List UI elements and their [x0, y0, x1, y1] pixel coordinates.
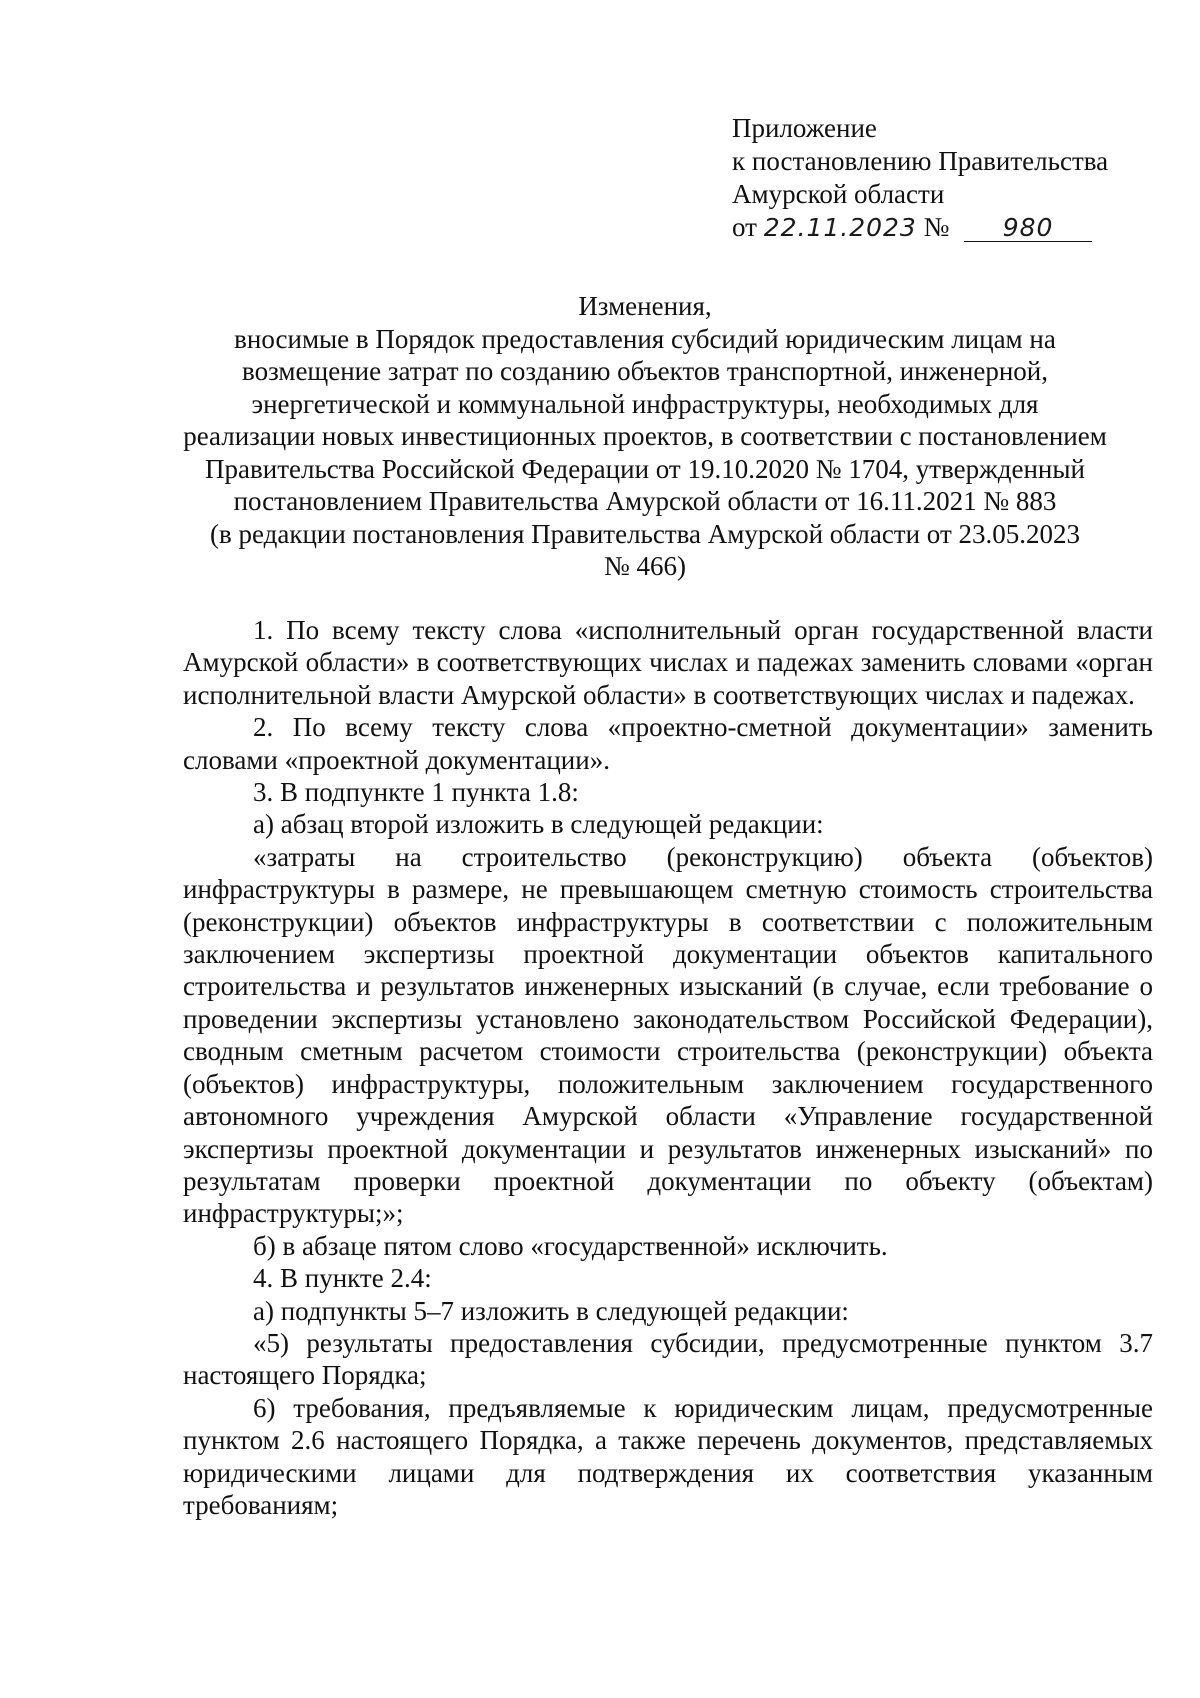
- paragraph-item-2: 2. По всему тексту слова «проектно-сметной документации» заменить словами «проектной документации».: [183, 712, 1153, 775]
- appendix-reference: к постановлению Правительства: [732, 146, 1109, 176]
- title-line: энергетической и коммунальной инфраструктуры, необходимых для: [251, 388, 1039, 419]
- paragraph-item-4: 4. В пункте 2.4:: [253, 1263, 432, 1294]
- number-sign: №: [923, 212, 950, 242]
- title-line: возмещение затрат по созданию объектов транспортной, инженерной,: [242, 356, 1048, 386]
- paragraph-subitem-3a: а) абзац второй изложить в следующей редакции:: [253, 809, 824, 840]
- appendix-date-line: [732, 211, 1172, 244]
- title-line: Правительства Российской Федерации от 19.10.2020 № 1704, утвержденный: [205, 453, 1085, 484]
- title-line: реализации новых инвестиционных проектов, в соответствии с постановлением: [183, 421, 1107, 451]
- document-title: [150, 290, 1140, 583]
- title-line: № 466): [603, 551, 686, 581]
- appendix-block: [732, 112, 1172, 244]
- paragraph-item-1: 1. По всему тексту слова «исполнительный орган государственной власти Амурской области» в соответствующих числах и падежах заменить словами «орган исполнительной власти Амурской области» в соответствующих числах и падежах.: [183, 615, 1153, 710]
- paragraph-quoted-text: «затраты на строительство (реконструкцию) объекта (объектов) инфраструктуры в размере, не превышающем сметную стоимость строительства (реконструкции) объектов инфраструктуры в соответствии с положительным заключением экспертизы проектной документации объектов капитального строительства и результатов инженерных изысканий (в случае, если требование о проведении экспертизы установлено законодательством Российской Федерации), сводным сметным расчетом стоимости строительства (реконструкции) объекта (объектов) инфраструктуры, положительным заключением государственного автономного учреждения Амурской области «Управление государственной экспертизы проектной документации и результатов инженерных изысканий» по результатам проверки проектной документации по объекту (объектам) инфраструктуры;»;: [183, 841, 1153, 1229]
- paragraph-subitem-6: 6) требования, предъявляемые к юридическим лицам, предусмотренные пунктом 2.6 настоящего Порядка, а также перечень документов, представляемых юридическими лицами для подтверждения их соответствия указанным требованиям;: [183, 1392, 1153, 1520]
- paragraph-subitem-3b: б) в абзаце пятом слово «государственной» исключить.: [253, 1230, 888, 1261]
- appendix-label: Приложение: [732, 113, 877, 143]
- paragraph-subitem-4a: а) подпункты 5–7 изложить в следующей редакции:: [253, 1295, 849, 1326]
- date-prefix: от: [732, 212, 757, 242]
- paragraph-item-3: 3. В подпункте 1 пункта 1.8:: [253, 777, 579, 808]
- title-line: (в редакции постановления Правительства Амурской области от 23.05.2023: [209, 518, 1080, 549]
- handwritten-date: 22.11.2023: [763, 213, 917, 242]
- appendix-region: Амурской области: [732, 179, 945, 209]
- paragraph-subitem-5: «5) результаты предоставления субсидии, предусмотренные пунктом 3.7 настоящего Порядка;: [183, 1327, 1153, 1391]
- document-body: [183, 614, 1153, 1521]
- title-line: постановлением Правительства Амурской области от 16.11.2021 № 883: [233, 486, 1057, 516]
- handwritten-number: 980: [964, 215, 1092, 242]
- title-line: вносимые в Порядок предоставления субсидий юридическим лицам на: [234, 323, 1056, 354]
- title-heading: Изменения,: [578, 291, 712, 321]
